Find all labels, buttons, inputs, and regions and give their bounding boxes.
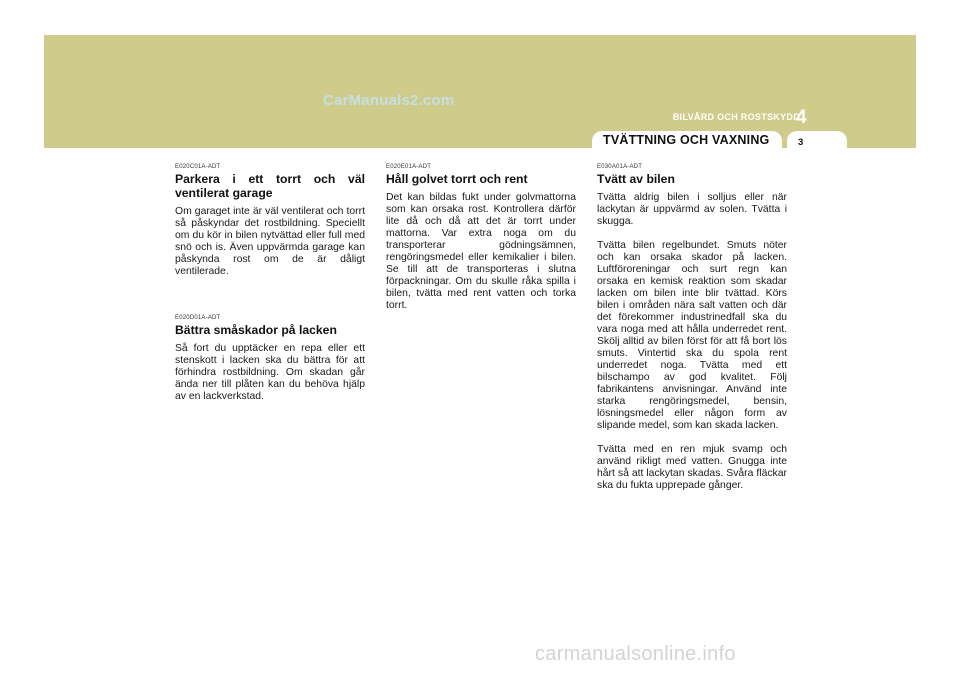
column-3 bbox=[597, 164, 787, 504]
section-battra bbox=[175, 315, 365, 403]
section-tvatt bbox=[597, 164, 787, 492]
column-2 bbox=[386, 164, 576, 324]
chapter-number: 4 bbox=[796, 107, 807, 128]
section-heading: Håll golvet torrt och rent bbox=[386, 172, 528, 186]
section-hall-golvet bbox=[386, 164, 576, 312]
section-paragraph: Så fort du upptäcker en repa eller ett stenskott i lacken ska du bättra för att förhindra rostbildning. Om skadan går ända ner till plåten kan du behöva hjälp av en lackverkstad. bbox=[175, 343, 365, 402]
page-number: 3 bbox=[798, 137, 804, 148]
header-band bbox=[44, 35, 916, 148]
section-paragraph: Om garaget inte är väl ventilerat och torrt så påskyndar det rostbildning. Speciellt om du kör in bilen nytvättad eller full med snö och is. Även uppvärmda garage kan påskynda rost om de är dåligt ventilerade. bbox=[175, 206, 365, 277]
section-parkera bbox=[175, 164, 365, 278]
section-code: E020E01A-ADT bbox=[386, 164, 432, 170]
watermark-top[interactable]: CarManuals2.com bbox=[323, 92, 455, 109]
section-title: TVÄTTNING OCH VAXNING bbox=[603, 133, 770, 147]
section-paragraph: Tvätta bilen regelbundet. Smuts nöter och kan orsaka skador på lacken. Luftföroreningar och surt regn kan orsaka en kemisk reaktion som skadar lacken om bilen inte blir tvättad. Körs bilen i områden nära salt vatten och där det förekommer industrinedfall ska du vara noga med att hålla underredet rent. Skölj alltid av bilen först för att få bort lös smuts. Vintertid ska du spola rent underredet noga. Tvätta med ett bilschampo av god kvalitet. Följ fabrikantens anvisningar. Använd inte starka rengöringsmedel, bensin, lösningsmedel eller någon form av slipande medel, som kan skada lacken. bbox=[597, 240, 787, 431]
section-code: E030A01A-ADT bbox=[597, 164, 643, 170]
section-heading: Bättra småskador på lacken bbox=[175, 323, 337, 337]
section-code: E020D01A-ADT bbox=[175, 315, 221, 321]
watermark-bottom[interactable]: carmanualsonline.info bbox=[535, 643, 736, 665]
section-paragraph: Tvätta med en ren mjuk svamp och använd rikligt med vatten. Gnugga inte hårt så att lackytan skadas. Svåra fläckar ska du fukta upprepade gånger. bbox=[597, 444, 787, 491]
section-heading: Parkera i ett torrt och väl ventilerat garage bbox=[175, 172, 365, 200]
column-1 bbox=[175, 164, 365, 415]
page-number-tab bbox=[787, 131, 847, 151]
section-code: E020C01A-ADT bbox=[175, 164, 221, 170]
section-paragraph: Tvätta aldrig bilen i solljus eller när lackytan är uppvärmd av solen. Tvätta i skugga. bbox=[597, 192, 787, 227]
chapter-title: BILVÅRD OCH ROSTSKYDD bbox=[672, 112, 800, 122]
section-paragraph: Det kan bildas fukt under golvmattorna som kan orsaka rost. Kontrollera därför lite då och då att det är torrt under mattorna. Var extra noga om du transporterar gödningsämnen, rengöringsmedel eller kemikalier i bilen. Se till att de transporteras i slutna förpackningar. Om du skulle råka spilla i bilen, tvätta med rent vatten och torka torrt. bbox=[386, 192, 576, 311]
section-heading: Tvätt av bilen bbox=[597, 172, 675, 186]
